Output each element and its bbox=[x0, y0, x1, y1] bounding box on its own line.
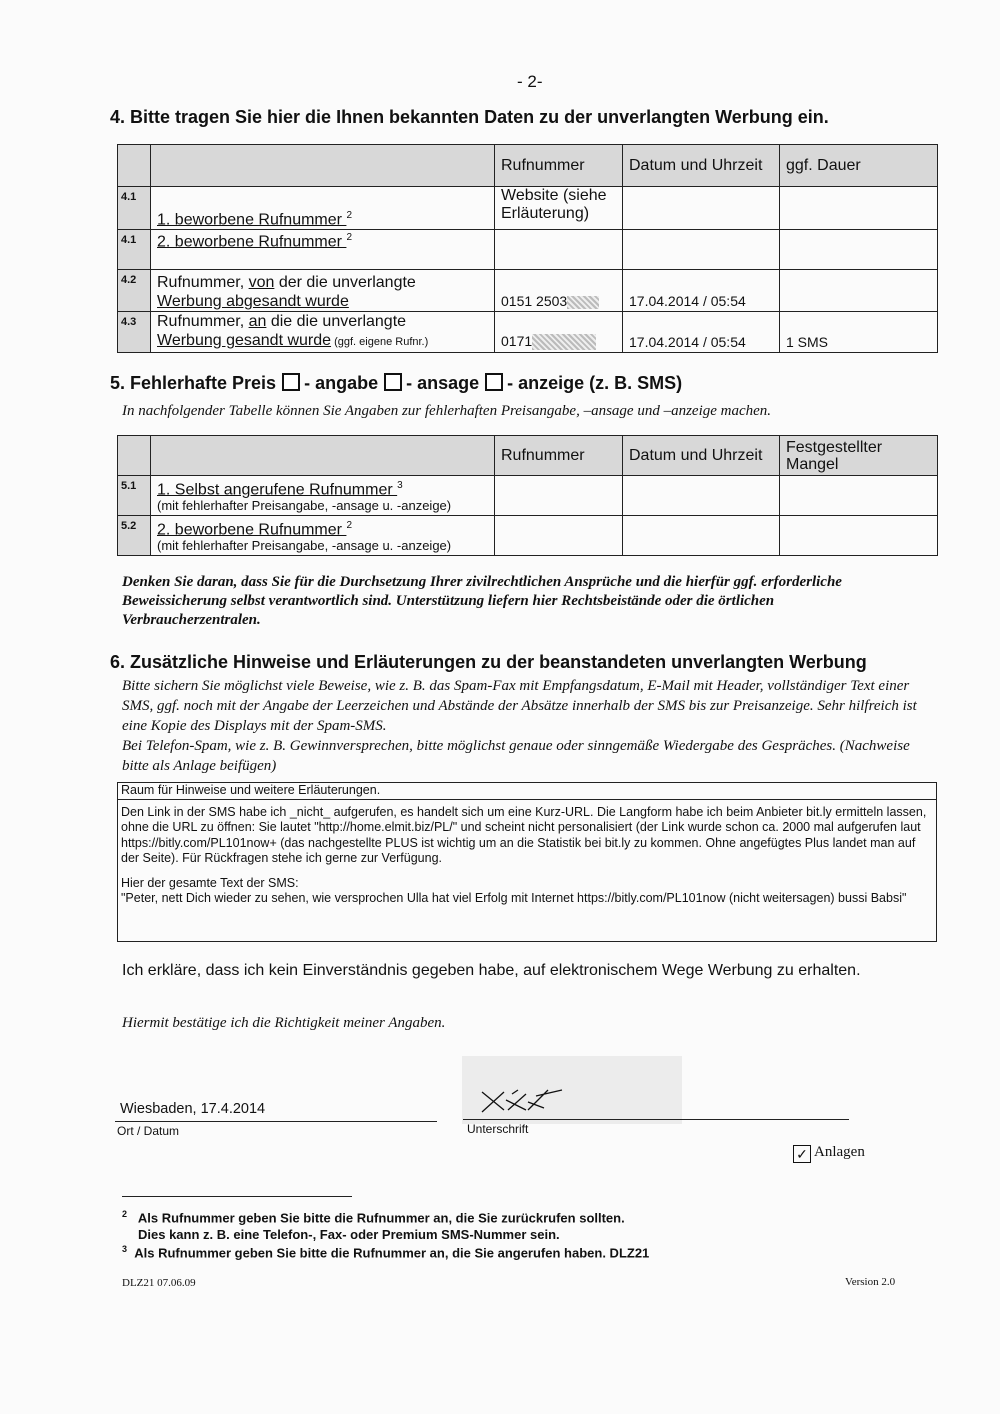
table-header-blank bbox=[151, 145, 495, 187]
checkbox-angabe[interactable] bbox=[282, 373, 300, 391]
row-label: 1. Selbst angerufene Rufnummer $^3$ (mit fehlerhafter Preisangabe, -ansage u. -anzeige) bbox=[151, 476, 495, 516]
mangel-cell[interactable] bbox=[780, 516, 938, 556]
website-note: Website (siehe Erläuterung) bbox=[501, 187, 607, 222]
rufnummer-cell[interactable] bbox=[495, 516, 623, 556]
page-number: - 2- bbox=[517, 72, 543, 91]
footnote-divider bbox=[122, 1196, 352, 1197]
datum-cell[interactable]: 17.04.2014 / 05:54 bbox=[623, 312, 780, 353]
datum-cell[interactable]: 17.04.2014 / 05:54 bbox=[623, 270, 780, 312]
signature-line bbox=[463, 1119, 849, 1120]
row-number: 4.2 bbox=[118, 270, 151, 312]
table-section-4 bbox=[117, 144, 938, 353]
row-label-line2: Werbung abgesandt wurde bbox=[157, 293, 349, 310]
notes-box-title: Raum für Hinweise und weitere Erläuterungen. bbox=[121, 783, 381, 797]
datum-cell[interactable] bbox=[623, 516, 780, 556]
row-number: 5.2 bbox=[118, 516, 151, 556]
row-sublabel: (mit fehlerhafter Preisangabe, -ansage u. -anzeige) bbox=[157, 538, 452, 553]
row-number: 4.1 bbox=[118, 230, 151, 270]
dauer-cell[interactable] bbox=[780, 270, 938, 312]
datum-cell[interactable] bbox=[623, 230, 780, 270]
table-row bbox=[118, 230, 938, 270]
section-6-intro: Bitte sichern Sie möglichst viele Beweise, wie z. B. das Spam-Fax mit Empfangsdatum, E-Mail mit Header, vollständiger Text einer SMS, ggf. noch mit der Angabe der Leerzeichen und Abstände der Absätze innerhalb der SMS bis zur Preisanzeige. Sehr hilfreich ist eine Kopie des Displays mit der Spam-SMS. Bei Telefon-Spam, wie z. B. Gewinnversprechen, bitte möglichst genaue oder sinngemäße Wiedergabe des Gespräches. (Nachweise bitte als Anlage beifügen) bbox=[122, 678, 917, 774]
rufnummer-cell[interactable] bbox=[495, 270, 623, 312]
section-5-heading: 5. Fehlerhafte Preis - angabe - ansage - anzeige (z. B. SMS) bbox=[110, 373, 683, 393]
declaration: Ich erkläre, dass ich kein Einverständnis gegeben habe, auf elektronischem Wege Werbung zu erhalten. bbox=[122, 962, 861, 979]
notes-box-text: Den Link in der SMS habe ich _nicht_ aufgerufen, es handelt sich um eine Kurz-URL. Die Langform habe ich beim Anbieter bit.ly ermitteln lassen, ohne die URL zu öffnen: Sie lautet "http://home.elmit.biz/PL/" und scheint nicht personalisiert (der Link wurde schon ca. 2000 mal aufgerufen laut https://bitly.com/PL101now+ (das nachgestellte PLUS ist wichtig um an die Statistik bei bit.ly zu kommen. Ohne angefügtes Plus landet man auf der Seite). Für Rückfragen stehe ich gerne zur Verfügung. Hier der gesamte Text der SMS: "Peter, nett Dich wieder zu sehen, wie versprochen Ulla hat viel Erfolg mit Internet https://bitly.com/PL101now (nicht weitersagen) bussi Babsi" bbox=[121, 805, 927, 906]
col-header-rufnummer: Rufnummer bbox=[495, 436, 623, 476]
mangel-cell[interactable] bbox=[780, 476, 938, 516]
footer-right: Version 2.0 bbox=[845, 1276, 896, 1288]
col-header-rufnummer: Rufnummer bbox=[495, 145, 623, 187]
col-header-mangel: Festgestellter Mangel bbox=[780, 436, 938, 476]
table-row bbox=[118, 516, 938, 556]
footnote-ref: 2 bbox=[346, 209, 352, 221]
section-4-heading: 4. Bitte tragen Sie hier die Ihnen bekannten Daten zu der unverlangten Werbung ein. bbox=[110, 107, 829, 127]
footnote-ref: 2 bbox=[346, 519, 352, 531]
redacted-digits bbox=[532, 334, 596, 350]
table-row bbox=[118, 270, 938, 312]
row-label: 2. beworbene Rufnummer $^2$ (mit fehlerhafter Preisangabe, -ansage u. -anzeige) bbox=[151, 516, 495, 556]
table-corner bbox=[118, 436, 151, 476]
row-sublabel: (mit fehlerhafter Preisangabe, -ansage u. -anzeige) bbox=[157, 498, 452, 513]
checkbox-ansage[interactable] bbox=[384, 373, 402, 391]
warning-text: Denken Sie daran, dass Sie für die Durchsetzung Ihrer zivilrechtlichen Ansprüche und die hierfür ggf. erforderliche Beweissicherung selbst verantwortlich sind. Unterstützung liefern hier Rechtsbeistände oder die örtlichen Verbraucherzentralen. bbox=[122, 574, 842, 628]
checkbox-anzeige[interactable] bbox=[485, 373, 503, 391]
table-corner bbox=[118, 145, 151, 187]
col-header-datum: Datum und Uhrzeit bbox=[623, 145, 780, 187]
section-6-heading: 6. Zusätzliche Hinweise und Erläuterungen zu der beanstandeten unverlangten Werbung bbox=[110, 652, 867, 672]
row-label-text: 2. beworbene Rufnummer bbox=[157, 233, 347, 251]
row-number: 5.1 bbox=[118, 476, 151, 516]
rufnummer-cell[interactable] bbox=[495, 312, 623, 353]
redacted-digits bbox=[567, 296, 599, 309]
dauer-cell[interactable] bbox=[780, 187, 938, 230]
dauer-cell[interactable] bbox=[780, 230, 938, 270]
place-date-value[interactable]: Wiesbaden, 17.4.2014 bbox=[120, 1101, 266, 1117]
table-row bbox=[118, 476, 938, 516]
rufnummer-cell[interactable] bbox=[495, 230, 623, 270]
row-label-line2: Werbung gesandt wurde bbox=[157, 332, 332, 349]
table-row bbox=[118, 312, 938, 353]
signature-label: Unterschrift bbox=[467, 1122, 529, 1136]
footer-left: DLZ21 07.06.09 bbox=[122, 1277, 196, 1289]
anlagen-checkbox[interactable] bbox=[793, 1143, 865, 1163]
footnote-2: $^2$ Als Rufnummer geben Sie bitte die Rufnummer an, die Sie zurückrufen sollten. Dies kann z. B. eine Telefon-, Fax- oder Premium SMS-Nummer sein. bbox=[122, 1209, 625, 1243]
row-number: 4.3 bbox=[118, 312, 151, 353]
dauer-cell[interactable]: 1 SMS bbox=[780, 312, 938, 353]
notes-box[interactable] bbox=[117, 782, 937, 942]
datum-cell[interactable] bbox=[623, 476, 780, 516]
row-number: 4.1 bbox=[118, 187, 151, 230]
footnote-ref: 2 bbox=[346, 232, 352, 243]
underlined-word: an bbox=[248, 313, 267, 330]
footnote-3: $^3$ Als Rufnummer geben Sie bitte die Rufnummer an, die Sie angerufen haben. DLZ21 bbox=[122, 1244, 650, 1261]
footnote-ref: 3 bbox=[397, 479, 403, 491]
signature-mark bbox=[478, 1086, 568, 1116]
row-label-text: 1. beworbene Rufnummer bbox=[157, 211, 347, 228]
anlagen-label: Anlagen bbox=[814, 1144, 865, 1160]
table-header-blank bbox=[151, 436, 495, 476]
underlined-word: von bbox=[248, 274, 275, 291]
row-label: Rufnummer, an die die unverlangte Werbung gesandt wurde (ggf. eigene Rufnr.) bbox=[151, 312, 495, 353]
row-label: Rufnummer, von der die unverlangte Werbung abgesandt wurde bbox=[151, 270, 495, 312]
rufnummer-value: 0171 bbox=[501, 332, 533, 349]
row-note: (ggf. eigene Rufnr.) bbox=[331, 336, 429, 348]
col-header-dauer: ggf. Dauer bbox=[780, 145, 938, 187]
row-label bbox=[151, 187, 495, 230]
table-row bbox=[118, 187, 938, 230]
checkmark-icon: ✓ bbox=[793, 1145, 811, 1163]
rufnummer-value: 0151 2503 bbox=[501, 293, 568, 309]
place-date-label: Ort / Datum bbox=[117, 1124, 180, 1138]
col-header-datum: Datum und Uhrzeit bbox=[623, 436, 780, 476]
table-section-5 bbox=[117, 435, 938, 556]
section-5-note: In nachfolgender Tabelle können Sie Angaben zur fehlerhaften Preisangabe, –ansage und –anzeige machen. bbox=[122, 403, 772, 419]
confirmation: Hiermit bestätige ich die Richtigkeit meiner Angaben. bbox=[122, 1015, 446, 1031]
rufnummer-cell[interactable] bbox=[495, 476, 623, 516]
row-label bbox=[151, 230, 495, 270]
datum-cell[interactable] bbox=[623, 187, 780, 230]
rufnummer-cell[interactable] bbox=[495, 187, 623, 230]
divider bbox=[118, 799, 936, 800]
place-date-line bbox=[115, 1121, 437, 1122]
